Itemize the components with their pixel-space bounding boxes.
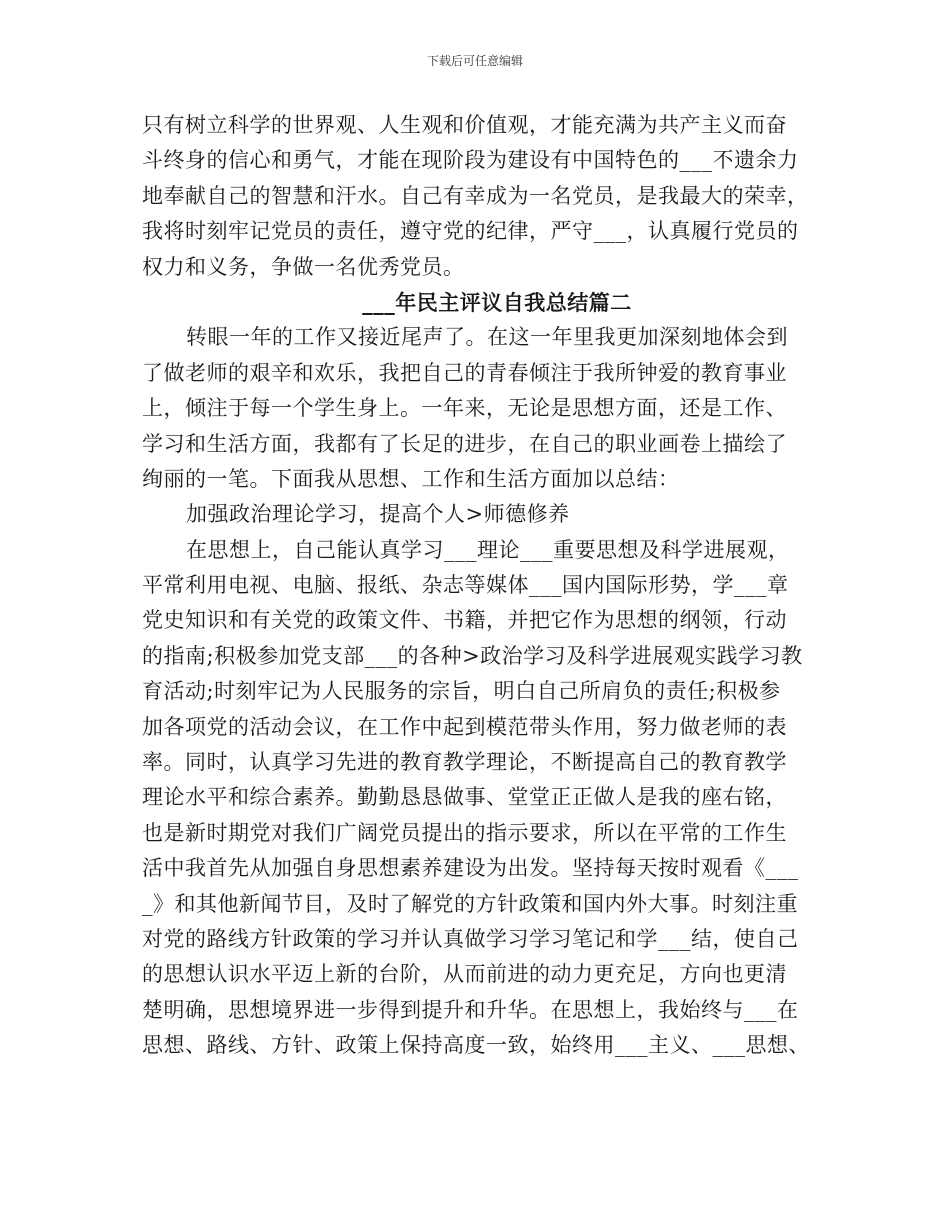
page-header: 下载后可任意编辑 (426, 54, 523, 68)
paragraph-2 (142, 320, 822, 497)
text-line: 绚丽的一笔。下面我从思想、工作和生活方面加以总结： (142, 466, 680, 491)
text-line: _》和其他新闻节目，及时了解党的方针政策和国内外大事。时刻注重 (142, 891, 798, 916)
text-line: 了做老师的艰辛和欢乐，我把自己的青春倾注于我所钟爱的教育事业 (142, 360, 787, 385)
text-line: 平常利用电视、电脑、报纸、杂志等媒体___国内国际形势，学___章 (142, 573, 789, 598)
text-line: 加各项党的活动会议，在工作中起到模范带头作用，努力做老师的表 (142, 714, 787, 739)
text-line: 在思想上，自己能认真学习___理论___重要思想及科学进展观， (186, 537, 790, 562)
text-line: 只有树立科学的世界观、人生观和价值观，才能充满为共产主义而奋 (142, 113, 787, 137)
text-line: 活中我首先从加强自身思想素养建设为出发。坚持每天按时观看《___ (142, 856, 799, 881)
section-title: ___年民主评议自我总结篇二 (362, 289, 632, 315)
text-line: 楚明确，思想境界进一步得到提升和升华。在思想上，我始终与___在 (142, 997, 799, 1022)
text-line: 率。同时，认真学习先进的教育教学理论，不断提高自己的教育教学 (142, 750, 787, 775)
text-line: 权力和义务，争做一名优秀党员。 (142, 254, 465, 279)
paragraph-3 (142, 533, 822, 1064)
text-line: 对党的路线方针政策的学习并认真做学习学习笔记和学___结，使自己 (142, 926, 799, 951)
text-line: 转眼一年的工作又接近尾声了。在这一年里我更加深刻地体会到 (186, 325, 788, 350)
text-line: 也是新时期党对我们广阔党员提出的指示要求，所以在平常的工作生 (142, 820, 787, 845)
text-line: 我将时刻牢记党员的责任，遵守党的纪律，严守___，认真履行党员的 (142, 219, 799, 244)
text-line: 上，倾注于每一个学生身上。一年来，无论是思想方面，还是工作、 (142, 396, 787, 421)
subheading: 加强政治理论学习，提高个人>师德修养 (186, 502, 570, 527)
text-line: 斗终身的信心和勇气，才能在现阶段为建设有中国特色的___不遗余力 (142, 148, 799, 173)
text-line: 地奉献自己的智慧和汗水。自己有幸成为一名党员，是我最大的荣幸， (142, 183, 809, 208)
text-line: 的指南;积极参加党支部___的各种>政治学习及科学进展观实践学习教 (142, 643, 803, 668)
document-body (142, 108, 822, 1064)
text-line: 党史知识和有关党的政策文件、书籍，并把它作为思想的纲领，行动 (142, 608, 787, 633)
text-line: 育活动;时刻牢记为人民服务的宗旨，明白自己所肩负的责任;积极参 (142, 679, 781, 704)
text-line: 的思想认识水平迈上新的台阶，从而前进的动力更充足，方向也更清 (142, 962, 787, 987)
text-line: 思想、路线、方针、政策上保持高度一致，始终用___主义、___思想、 (142, 1033, 810, 1058)
text-line: 理论水平和综合素养。勤勤恳恳做事、堂堂正正做人是我的座右铭， (142, 785, 787, 810)
paragraph-1 (142, 108, 822, 285)
text-line: 学习和生活方面，我都有了长足的进步，在自己的职业画卷上描绘了 (142, 431, 787, 456)
